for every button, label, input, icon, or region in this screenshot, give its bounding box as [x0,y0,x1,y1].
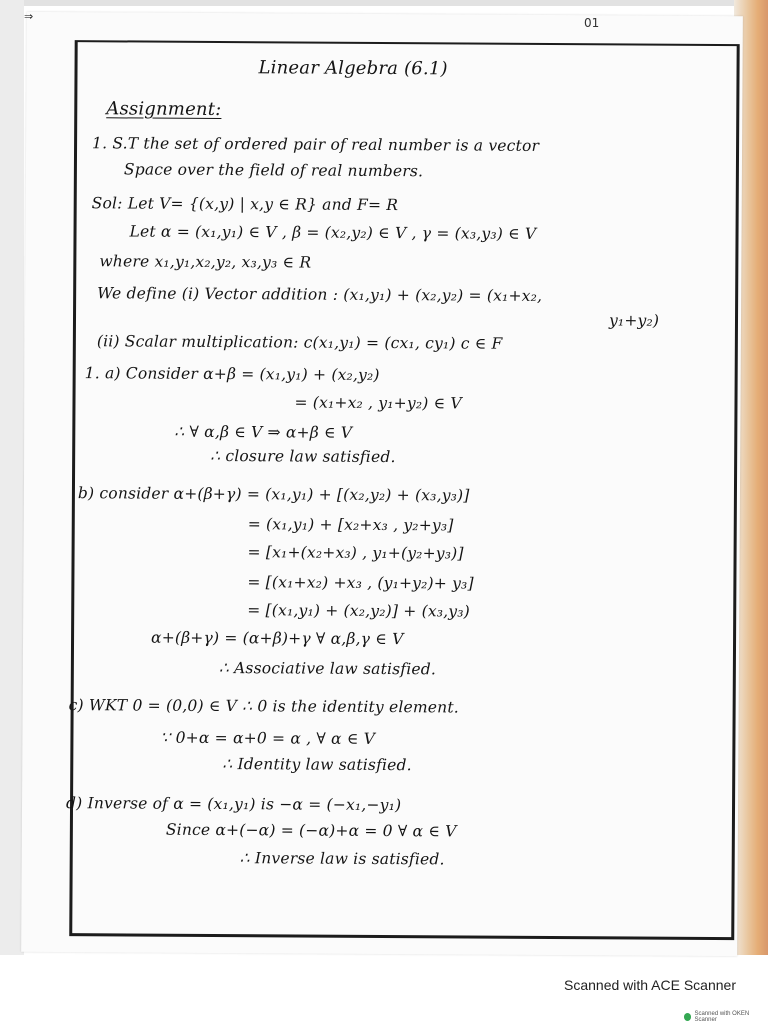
page-number: 01 [584,16,600,30]
assignment-heading: Assignment: [106,98,222,121]
part-c-line-1: c) WKT 0 = (0,0) ∈ V ∴ 0 is the identity element. [68,696,460,717]
scanner-logo-icon [684,1013,691,1021]
solution-line-3: where x₁,y₁,x₂,y₂, x₃,y₃ ∈ R [99,252,312,272]
scanner-watermark: Scanned with ACE Scanner [564,977,736,993]
notebook-page [21,12,743,956]
define-vector-addition: We define (i) Vector addition : (x₁,y₁) + (x₂,y₂) = (x₁+x₂, [97,284,543,305]
scan-left-edge [0,0,24,955]
scan-top-edge [0,0,768,6]
part-d-conclusion: ∴ Inverse law is satisfied. [239,849,445,869]
page-title: Linear Algebra (6.1) [258,57,448,80]
part-b-line-3: = [x₁+(x₂+x₃) , y₁+(y₂+y₃)] [247,543,464,563]
part-b-line-4: = [(x₁+x₂) +x₃ , (y₁+y₂)+ y₃] [247,573,474,593]
part-b-line-2: = (x₁,y₁) + [x₂+x₃ , y₂+y₃] [247,515,454,535]
part-b-conclusion: ∴ Associative law satisfied. [218,659,437,679]
part-a-line-1: 1. a) Consider α+β = (x₁,y₁) + (x₂,y₂) [84,364,380,384]
solution-line-1: Sol: Let V= {(x,y) | x,y ∈ R} and F= R [91,194,399,215]
scanner-badge-text: Scanned with OKEN Scanner [694,1011,750,1023]
define-scalar-multiplication: (ii) Scalar multiplication: c(x₁,y₁) = (cx₁, cy₁) c ∈ F [96,332,503,353]
part-a-line-2: = (x₁+x₂ , y₁+y₂) ∈ V [294,393,462,413]
part-c-line-2: ∵ 0+α = α+0 = α , ∀ α ∈ V [160,728,376,748]
corner-arrow-mark: ⇒ [24,10,34,23]
part-a-line-3: ∴ ∀ α,β ∈ V ⇒ α+β ∈ V [174,422,353,442]
part-d-line-2: Since α+(−α) = (−α)+α = 0 ∀ α ∈ V [165,820,457,841]
question-line-2: Space over the field of real numbers. [123,160,424,181]
scanner-badge [684,1011,768,1023]
part-b-line-1: b) consider α+(β+γ) = (x₁,y₁) + [(x₂,y₂) + (x₃,y₃)] [77,484,470,505]
define-vector-addition-cont: y₁+y₂) [608,311,660,330]
question-line-1: 1. S.T the set of ordered pair of real number is a vector [92,134,540,155]
solution-line-2: Let α = (x₁,y₁) ∈ V , β = (x₂,y₂) ∈ V , γ = (x₃,y₃) ∈ V [129,222,537,243]
part-b-line-6: α+(β+γ) = (α+β)+γ ∀ α,β,γ ∈ V [151,628,404,649]
part-a-conclusion: ∴ closure law satisfied. [210,446,396,467]
part-c-conclusion: ∴ Identity law satisfied. [222,755,412,775]
part-d-line-1: d) Inverse of α = (x₁,y₁) is −α = (−x₁,−y₁) [65,794,402,815]
part-b-line-5: = [(x₁,y₁) + (x₂,y₂)] + (x₃,y₃) [247,601,471,621]
